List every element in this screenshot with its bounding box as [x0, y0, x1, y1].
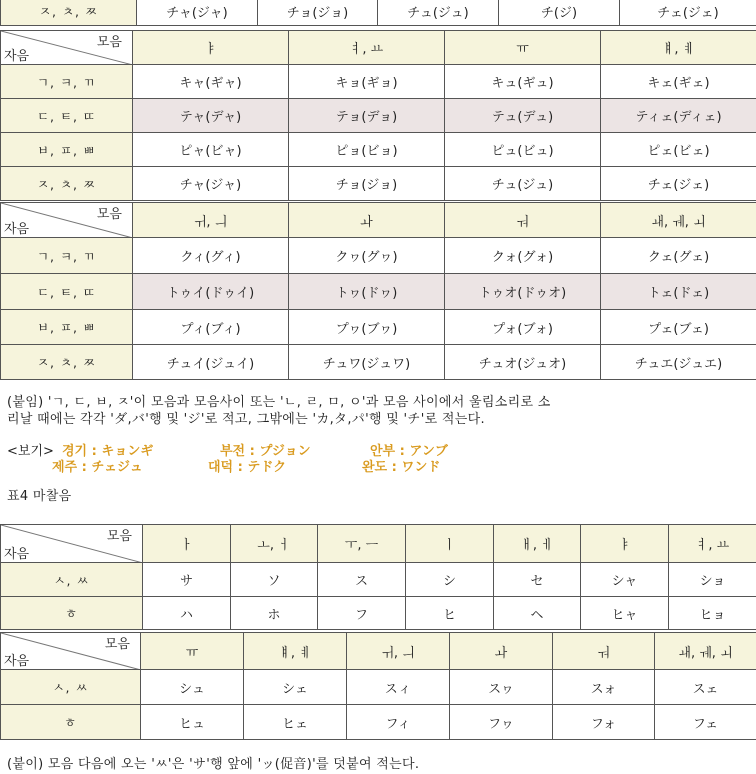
consonant-label: 자음: [4, 49, 30, 64]
kana-cell: セ: [494, 563, 581, 597]
kana-cell: チュワ(ジュワ): [289, 345, 445, 380]
kana-cell: ヒャ: [581, 597, 669, 630]
kana-cell: チェ(ジェ): [601, 167, 756, 201]
consonant-cell: ㅈ, ㅊ, ㅉ: [1, 345, 133, 380]
kana-cell: ショ: [669, 563, 756, 597]
table-row: [1, 167, 756, 201]
vowel-header: ㅟ, ㅢ: [347, 633, 450, 670]
table-header-row: [1, 203, 756, 238]
kana-cell: プォ(ブォ): [445, 310, 601, 345]
kana-cell: ヘ: [494, 597, 581, 630]
example-item: 제주 : チェジュ: [52, 460, 143, 475]
kana-cell: チュエ(ジュエ): [601, 345, 756, 380]
table-b: [0, 202, 756, 380]
note-voicing-line1: (붙임) 'ㄱ, ㄷ, ㅂ, ㅈ'이 모음과 모음사이 또는 'ㄴ, ㄹ, ㅁ, ㅇ'과 모음 사이에서 울림소리로 소: [7, 395, 551, 410]
vowel-label: 모음: [96, 35, 122, 50]
vowel-header: ㅏ: [143, 525, 231, 563]
table-row: [1, 133, 756, 167]
table-row: [1, 670, 756, 705]
kana-cell: プヮ(ブヮ): [289, 310, 445, 345]
table-d: [0, 632, 756, 740]
example-item: 대덕 : テドク: [208, 460, 287, 475]
consonant-cell: ㄱ, ㅋ, ㄲ: [1, 65, 133, 99]
kana-cell: ヒ: [406, 597, 494, 630]
kana-cell: スィ: [347, 670, 450, 705]
kana-cell: クィ(グィ): [133, 238, 289, 274]
vowel-header: ㅝ: [445, 203, 601, 238]
corner-cell: [1, 525, 143, 563]
table-header-row: [1, 31, 756, 65]
kana-cell: フィ: [347, 705, 450, 740]
consonant-cell: ㅅ, ㅆ: [1, 563, 143, 597]
table-row: [1, 345, 756, 380]
kana-cell: プィ(ブィ): [133, 310, 289, 345]
kana-cell: クヮ(グヮ): [289, 238, 445, 274]
kana-cell: キュ(ギュ): [445, 65, 601, 99]
note-double-s: (붙이) 모음 다음에 오는 'ㅆ'은 'サ'행 앞에 'ッ(促音)'를 덧붙여 적는다.: [7, 757, 420, 772]
table4-title: 표4 마찰음: [7, 489, 72, 504]
example-item: 안부 : アンブ: [370, 444, 448, 459]
consonant-label: 자음: [4, 654, 30, 669]
kana-cell: クォ(グォ): [445, 238, 601, 274]
kana-cell: シ: [406, 563, 494, 597]
vowel-header: ㅟ, ㅢ: [133, 203, 289, 238]
table-row: [1, 238, 756, 274]
table-row: [1, 597, 756, 630]
kana-cell: キョ(ギョ): [289, 65, 445, 99]
table-row: [1, 65, 756, 99]
consonant-label: 자음: [4, 222, 30, 237]
kana-cell: フヮ: [450, 705, 553, 740]
kana-cell: チョ(ジョ): [258, 0, 378, 26]
consonant-cell: ㄷ, ㅌ, ㄸ: [1, 274, 133, 310]
kana-cell: ヒェ: [244, 705, 347, 740]
table-row: [1, 310, 756, 345]
kana-cell: シュ: [141, 670, 244, 705]
kana-cell: チュ(ジュ): [378, 0, 499, 26]
consonant-cell: ㅎ: [1, 705, 141, 740]
example-item: 완도 : ワンド: [362, 460, 441, 475]
consonant-cell: ㅅ, ㅆ: [1, 670, 141, 705]
table-row: [1, 563, 756, 597]
kana-cell: ピョ(ビョ): [289, 133, 445, 167]
kana-cell: シェ: [244, 670, 347, 705]
consonant-cell: ㄷ, ㅌ, ㄸ: [1, 99, 133, 133]
vowel-header: ㅒ, ㅖ: [244, 633, 347, 670]
vowel-header: ㅜ, ㅡ: [318, 525, 406, 563]
vowel-header: ㅗ, ㅓ: [231, 525, 318, 563]
kana-cell: トェ(ドェ): [601, 274, 756, 310]
consonant-cell: ㄱ, ㅋ, ㄲ: [1, 238, 133, 274]
kana-cell: チェ(ジェ): [620, 0, 756, 26]
kana-cell: ソ: [231, 563, 318, 597]
kana-cell: ピェ(ビェ): [601, 133, 756, 167]
kana-cell: ヒョ: [669, 597, 756, 630]
table-row: [1, 705, 756, 740]
table-a: [0, 30, 756, 201]
kana-cell: チャ(ジャ): [137, 0, 258, 26]
kana-cell: スェ: [655, 670, 756, 705]
consonant-cell: ㅂ, ㅍ, ㅃ: [1, 133, 133, 167]
vowel-header: ㅐ, ㅔ: [494, 525, 581, 563]
vowel-header: ㅙ, ㅞ, ㅚ: [601, 203, 756, 238]
kana-cell: ティェ(ディェ): [601, 99, 756, 133]
consonant-cell: ㅎ: [1, 597, 143, 630]
table-row: [1, 99, 756, 133]
kana-cell: ス: [318, 563, 406, 597]
corner-cell: [1, 203, 133, 238]
kana-cell: スォ: [553, 670, 655, 705]
corner-cell: [1, 31, 133, 65]
example-item: 부전 : プジョン: [220, 444, 311, 459]
table-row: [1, 274, 756, 310]
corner-cell: [1, 633, 141, 670]
kana-cell: ピャ(ビャ): [133, 133, 289, 167]
vowel-header: ㅝ: [553, 633, 655, 670]
kana-cell: チ(ジ): [499, 0, 620, 26]
kana-cell: クェ(グェ): [601, 238, 756, 274]
vowel-header: ㅘ: [289, 203, 445, 238]
table-header-row: [1, 633, 756, 670]
kana-cell: チュイ(ジュイ): [133, 345, 289, 380]
kana-cell: テュ(デュ): [445, 99, 601, 133]
examples-label: <보기>: [7, 444, 54, 459]
vowel-label: 모음: [106, 529, 132, 544]
consonant-cell: ㅈ, ㅊ, ㅉ: [1, 0, 137, 26]
kana-cell: トゥオ(ドゥオ): [445, 274, 601, 310]
kana-cell: テョ(デョ): [289, 99, 445, 133]
kana-cell: シャ: [581, 563, 669, 597]
kana-cell: フェ: [655, 705, 756, 740]
vowel-header: ㅠ: [445, 31, 601, 65]
kana-cell: チュ(ジュ): [445, 167, 601, 201]
kana-cell: サ: [143, 563, 231, 597]
kana-cell: ピュ(ビュ): [445, 133, 601, 167]
vowel-header: ㅣ: [406, 525, 494, 563]
vowel-header: ㅙ, ㅞ, ㅚ: [655, 633, 756, 670]
note-voicing-line2: 리날 때에는 각각 'ダ,バ'행 및 'ジ'로 적고, 그밖에는 'カ,タ,パ'행 및 'チ'로 적는다.: [7, 412, 485, 427]
kana-cell: ハ: [143, 597, 231, 630]
kana-cell: トヮ(ドヮ): [289, 274, 445, 310]
kana-cell: トゥイ(ドゥイ): [133, 274, 289, 310]
consonant-label: 자음: [4, 547, 30, 562]
kana-cell: キェ(ギェ): [601, 65, 756, 99]
table-c: [0, 524, 756, 630]
kana-cell: プェ(ブェ): [601, 310, 756, 345]
kana-cell: フ: [318, 597, 406, 630]
kana-cell: フォ: [553, 705, 655, 740]
table-header-row: [1, 525, 756, 563]
table-row: [1, 0, 756, 26]
example-item: 경기 : キョンギ: [62, 444, 154, 459]
vowel-header: ㅠ: [141, 633, 244, 670]
kana-cell: チョ(ジョ): [289, 167, 445, 201]
kana-cell: スヮ: [450, 670, 553, 705]
kana-cell: チャ(ジャ): [133, 167, 289, 201]
vowel-header: ㅑ: [133, 31, 289, 65]
kana-cell: チュオ(ジュオ): [445, 345, 601, 380]
vowel-label: 모음: [96, 207, 122, 222]
consonant-cell: ㅈ, ㅊ, ㅉ: [1, 167, 133, 201]
vowel-header: ㅕ, ㅛ: [289, 31, 445, 65]
kana-cell: ヒュ: [141, 705, 244, 740]
vowel-header: ㅘ: [450, 633, 553, 670]
vowel-header: ㅑ: [581, 525, 669, 563]
vowel-label: 모음: [104, 637, 130, 652]
kana-cell: ホ: [231, 597, 318, 630]
vowel-header: ㅒ, ㅖ: [601, 31, 756, 65]
vowel-header: ㅕ, ㅛ: [669, 525, 756, 563]
kana-cell: テャ(デャ): [133, 99, 289, 133]
consonant-cell: ㅂ, ㅍ, ㅃ: [1, 310, 133, 345]
kana-cell: キャ(ギャ): [133, 65, 289, 99]
table-top-partial: [0, 0, 756, 26]
